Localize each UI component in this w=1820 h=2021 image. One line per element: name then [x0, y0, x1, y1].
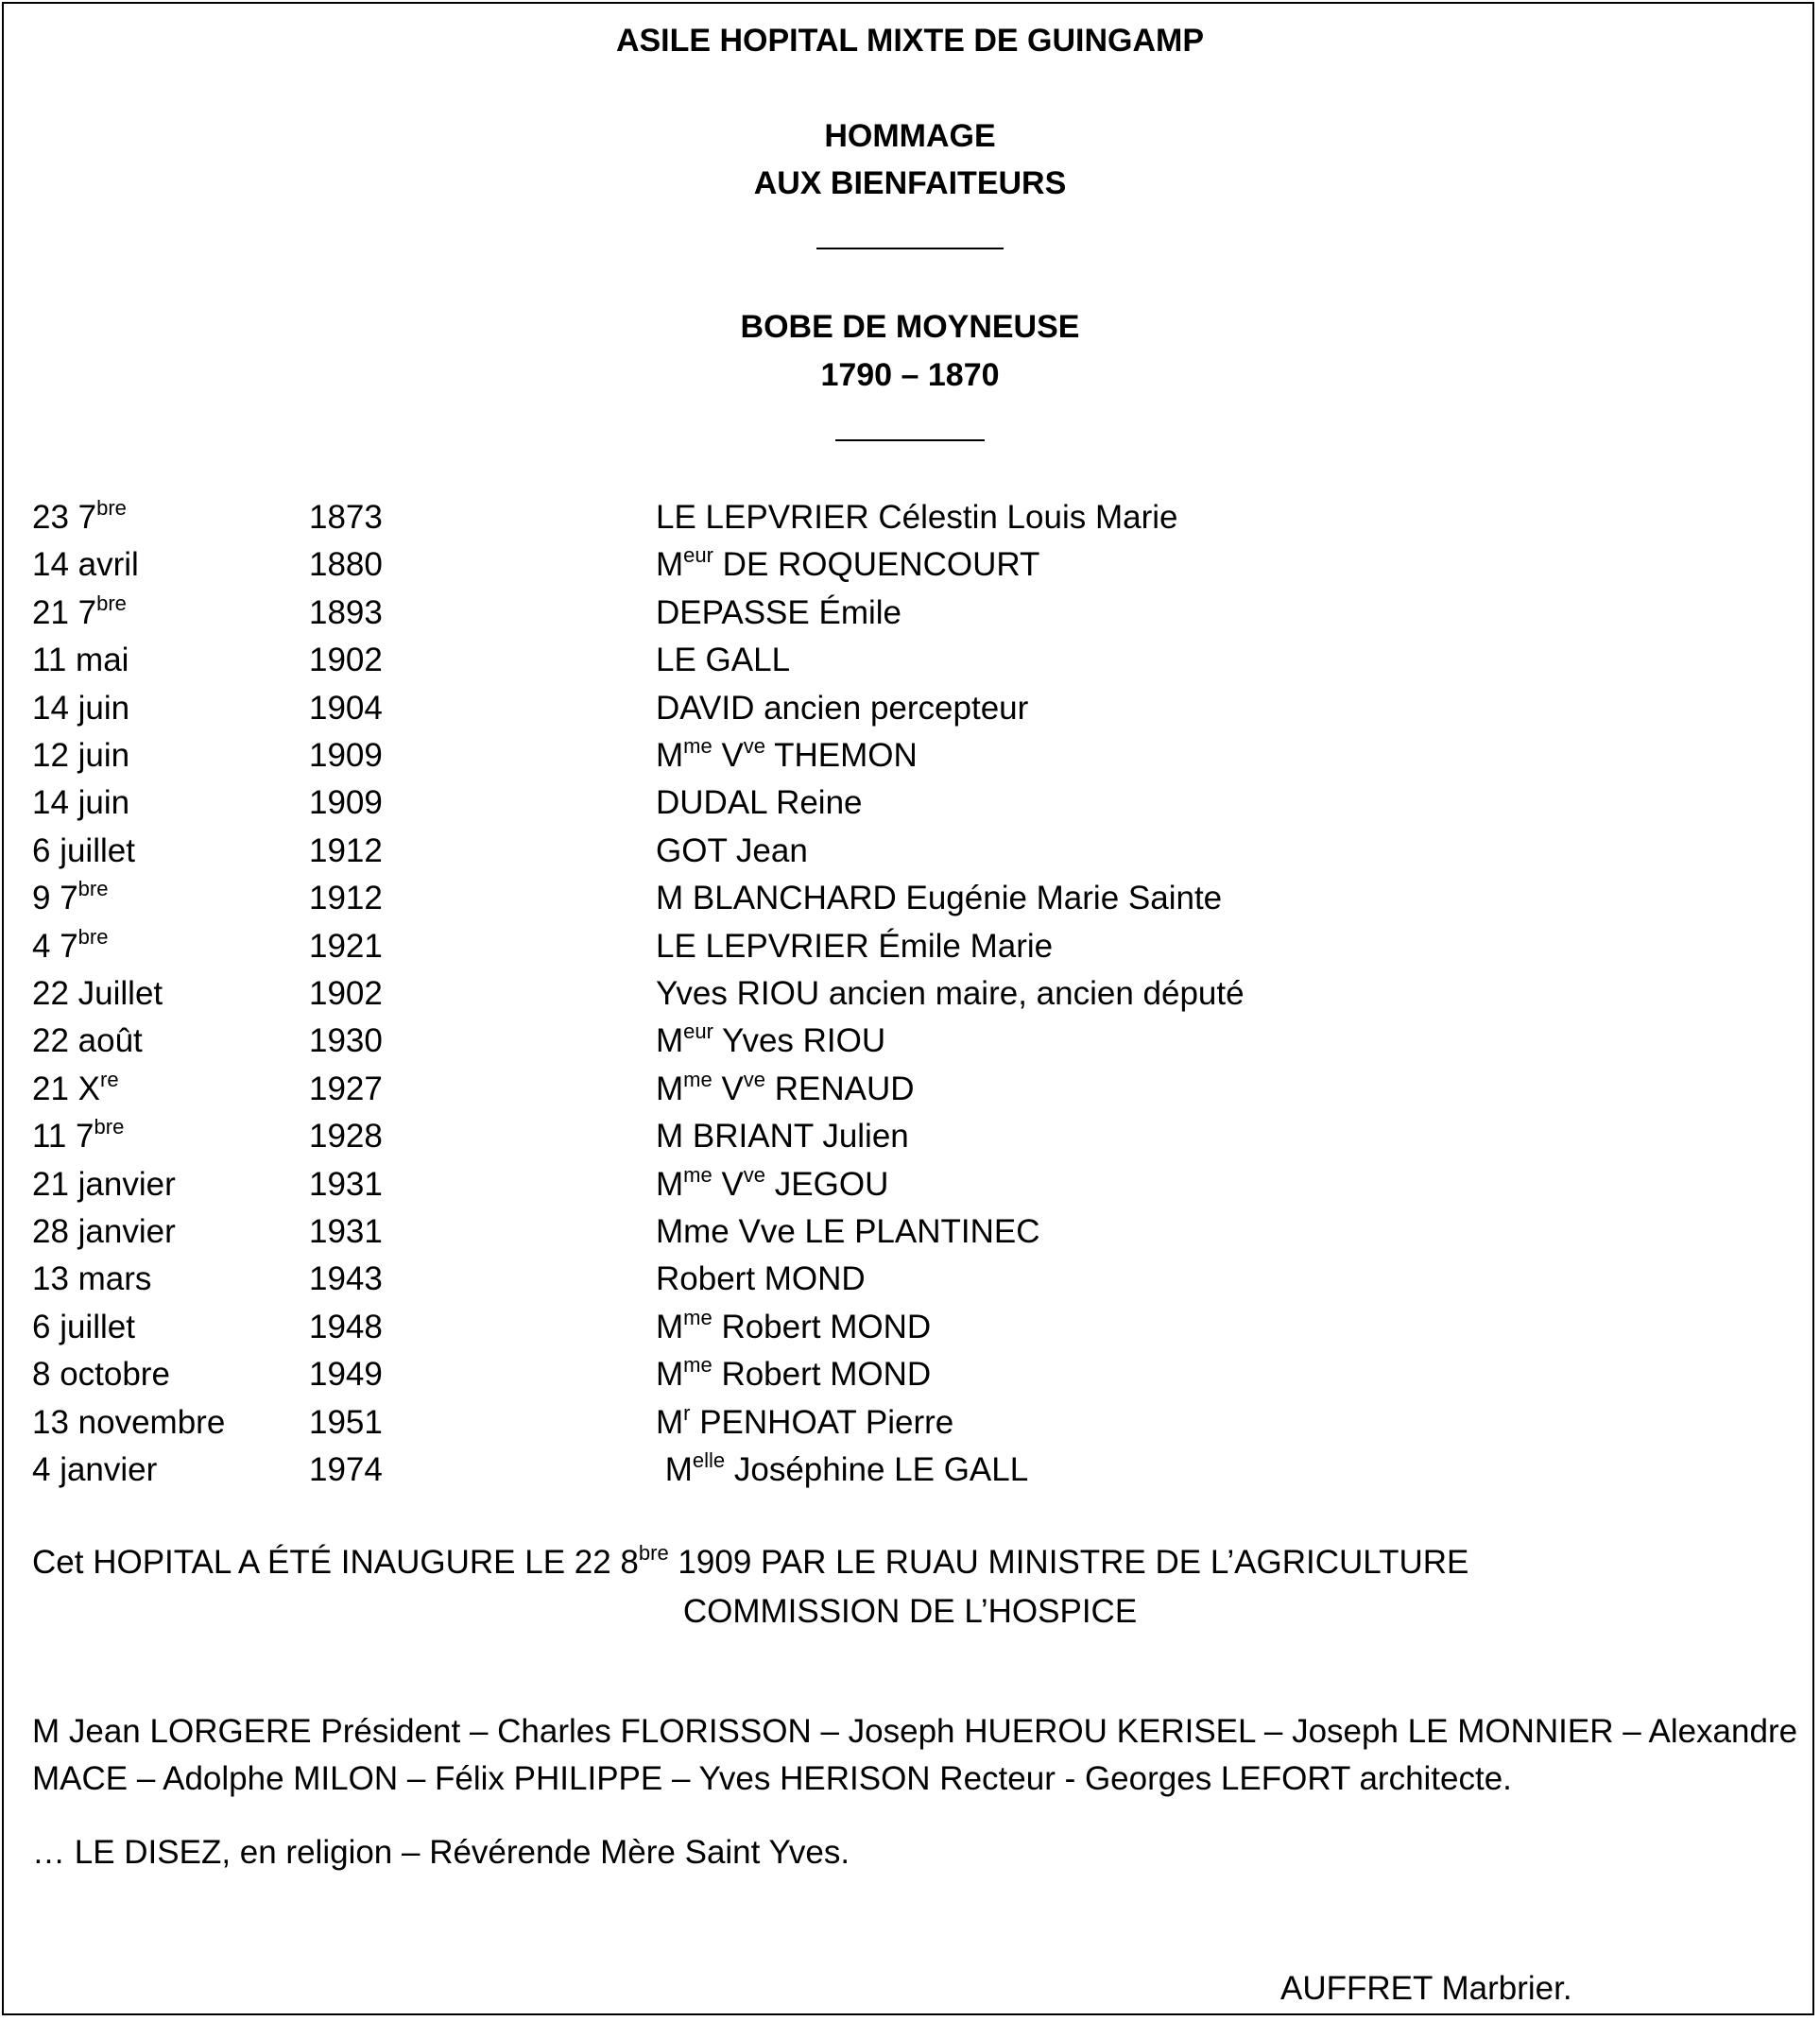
- benefactor-date: [32, 541, 139, 589]
- benefactor-row: [0, 494, 1820, 541]
- benefactor-date: [32, 685, 129, 732]
- ordinal-superscript: bre: [638, 1541, 669, 1565]
- benefactor-date: [32, 970, 163, 1018]
- date-text: 23 7: [32, 499, 97, 536]
- benefactor-year: 1904: [309, 690, 383, 727]
- benefactor-name: [656, 590, 901, 637]
- name-text: V: [712, 1166, 744, 1203]
- name-text: Joséphine LE GALL: [725, 1451, 1029, 1488]
- benefactor-year: 1930: [309, 1022, 383, 1059]
- name-text: M: [656, 737, 684, 774]
- title-superscript: me: [683, 1306, 713, 1329]
- benefactor-year: 1927: [309, 1070, 383, 1107]
- benefactor-name: [656, 970, 1245, 1018]
- founder-dates: 1790 – 1870: [820, 357, 1000, 393]
- benefactor-date: [32, 1113, 124, 1160]
- name-text: M: [656, 1022, 684, 1059]
- benefactor-year: 1902: [309, 642, 383, 678]
- benefactor-year: 1902: [309, 975, 383, 1012]
- benefactor-date: [32, 1351, 170, 1398]
- benefactor-year: 1943: [309, 1260, 383, 1297]
- title-superscript: elle: [692, 1448, 726, 1472]
- name-text: Robert MOND: [656, 1260, 866, 1297]
- benefactor-date: [32, 875, 108, 922]
- benefactor-row: [0, 1066, 1820, 1113]
- name-text: GOT Jean: [656, 832, 808, 869]
- date-text: 21 X: [32, 1070, 100, 1107]
- benefactor-date: [32, 1018, 143, 1065]
- benefactor-year: 1873: [309, 499, 383, 536]
- name-text: Yves RIOU ancien maire, ancien député: [656, 975, 1245, 1012]
- inauguration-line: [32, 1539, 1468, 1586]
- benefactor-year: 1909: [309, 737, 383, 774]
- name-text: M: [656, 1309, 684, 1345]
- title-superscript: me: [683, 1163, 713, 1187]
- name-text: M: [656, 1451, 693, 1488]
- date-text: 12 juin: [32, 737, 130, 774]
- institution-title: ASILE HOPITAL MIXTE DE GUINGAMP: [615, 23, 1205, 59]
- benefactor-row: [0, 1113, 1820, 1160]
- date-text: 28 janvier: [32, 1213, 176, 1250]
- name-text: Mme Vve LE PLANTINEC: [656, 1213, 1040, 1250]
- inauguration-text-start: Cet HOPITAL A ÉTÉ INAUGURE LE 22 8: [32, 1544, 639, 1581]
- benefactor-year: 1949: [309, 1356, 383, 1393]
- benefactor-name: [656, 779, 863, 827]
- divider-rule: [816, 248, 1004, 249]
- benefactor-row: [0, 779, 1820, 827]
- date-text: 22 Juillet: [32, 975, 163, 1012]
- benefactor-row: [0, 970, 1820, 1018]
- benefactor-name: [656, 1256, 866, 1303]
- religion-line: … LE DISEZ, en religion – Révérende Mère Saint Yves.: [32, 1834, 850, 1871]
- benefactor-row: [0, 1208, 1820, 1256]
- benefactor-year: 1893: [309, 594, 383, 631]
- title-superscript: me: [683, 734, 713, 758]
- name-text: DUDAL Reine: [656, 784, 863, 821]
- ordinal-superscript: bre: [77, 925, 109, 949]
- benefactor-date: [32, 1447, 157, 1494]
- benefactor-date: [32, 494, 127, 541]
- benefactor-row: [0, 923, 1820, 970]
- date-text: 9 7: [32, 880, 78, 916]
- date-text: 21 7: [32, 594, 97, 631]
- date-text: 8 octobre: [32, 1356, 170, 1393]
- date-text: 22 août: [32, 1022, 143, 1059]
- benefactor-year: 1951: [309, 1404, 383, 1441]
- date-text: 11 mai: [32, 642, 129, 678]
- name-text: M BRIANT Julien: [656, 1118, 909, 1155]
- date-text: 4 7: [32, 928, 78, 965]
- benefactor-year: 1931: [309, 1213, 383, 1250]
- name-text: JEGOU: [765, 1166, 889, 1203]
- founder-name: BOBE DE MOYNEUSE: [740, 309, 1080, 345]
- benefactor-year: 1912: [309, 880, 383, 916]
- benefactor-name: [656, 1113, 909, 1160]
- name-text: M: [656, 1356, 684, 1393]
- name-text: M: [656, 1070, 684, 1107]
- benefactor-row: [0, 732, 1820, 779]
- benefactor-year: 1928: [309, 1118, 383, 1155]
- name-text: THEMON: [765, 737, 918, 774]
- benefactor-year: 1909: [309, 784, 383, 821]
- name-text: Robert MOND: [712, 1356, 932, 1393]
- commission-members-line1: M Jean LORGERE Président – Charles FLORISSON – Joseph HUEROU KERISEL – Joseph LE MONNIER – Alexandre: [32, 1713, 1798, 1750]
- benefactor-year: 1974: [309, 1451, 383, 1488]
- title-superscript: eur: [683, 543, 713, 567]
- benefactor-year: 1948: [309, 1309, 383, 1345]
- benefactor-row: [0, 1304, 1820, 1351]
- name-text: Robert MOND: [712, 1309, 932, 1345]
- title-superscript: me: [683, 1068, 713, 1091]
- title-superscript: eur: [683, 1019, 713, 1043]
- benefactor-row: [0, 1399, 1820, 1447]
- ordinal-superscript: bre: [77, 877, 109, 900]
- inauguration-text-end: 1909 PAR LE RUAU MINISTRE DE L’AGRICULTURE: [668, 1544, 1469, 1581]
- benefactor-name: [656, 1208, 1040, 1256]
- name-text: LE LEPVRIER Célestin Louis Marie: [656, 499, 1178, 536]
- benefactor-name: [656, 637, 790, 684]
- name-text: RENAUD: [765, 1070, 915, 1107]
- date-text: 13 mars: [32, 1260, 152, 1297]
- benefactor-date: [32, 828, 135, 875]
- benefactor-name: [656, 828, 808, 875]
- date-text: 14 avril: [32, 546, 139, 583]
- benefactor-name: [656, 1399, 953, 1447]
- date-text: 14 juin: [32, 784, 130, 821]
- commission-members-line2: MACE – Adolphe MILON – Félix PHILIPPE – Yves HERISON Recteur - Georges LEFORT architecte.: [32, 1760, 1512, 1797]
- name-text: Yves RIOU: [713, 1022, 886, 1059]
- ordinal-superscript: re: [100, 1068, 119, 1091]
- benefactor-row: [0, 828, 1820, 875]
- benefactor-name: [656, 494, 1177, 541]
- commission-heading: COMMISSION DE L’HOSPICE: [682, 1593, 1138, 1630]
- title-superscript: r: [683, 1401, 691, 1425]
- name-text: DAVID ancien percepteur: [656, 690, 1029, 727]
- title-superscript: me: [683, 1353, 713, 1377]
- benefactor-row: [0, 1447, 1820, 1494]
- name-text: V: [712, 1070, 744, 1107]
- benefactor-row: [0, 1351, 1820, 1398]
- benefactor-name: [656, 923, 1053, 970]
- name-text: M: [656, 1166, 684, 1203]
- signature: AUFFRET Marbrier.: [1280, 1970, 1572, 2007]
- benefactor-date: [32, 1161, 176, 1208]
- benefactor-name: [656, 685, 1028, 732]
- name-text: M BLANCHARD Eugénie Marie Sainte: [656, 880, 1223, 916]
- benefactor-date: [32, 1256, 151, 1303]
- benefactor-row: [0, 541, 1820, 589]
- ordinal-superscript: bre: [96, 591, 127, 615]
- name-text: V: [712, 737, 744, 774]
- name-text: LE LEPVRIER Émile Marie: [656, 928, 1054, 965]
- name-text: DE ROQUENCOURT: [713, 546, 1040, 583]
- benefactor-date: [32, 1304, 135, 1351]
- title-superscript: ve: [743, 1068, 766, 1091]
- benefactor-row: [0, 685, 1820, 732]
- ordinal-superscript: bre: [94, 1115, 125, 1139]
- benefactor-date: [32, 1066, 119, 1113]
- benefactor-row: [0, 875, 1820, 922]
- benefactor-row: [0, 1256, 1820, 1303]
- benefactor-row: [0, 590, 1820, 637]
- date-text: 11 7: [32, 1118, 94, 1155]
- benefactor-name: [656, 1447, 1028, 1494]
- tribute-heading-line1: HOMMAGE: [824, 118, 996, 154]
- title-superscript: ve: [743, 1163, 766, 1187]
- date-text: 13 novembre: [32, 1404, 226, 1441]
- divider-rule: [835, 439, 985, 441]
- benefactor-date: [32, 923, 108, 970]
- benefactor-row: [0, 1018, 1820, 1065]
- benefactor-date: [32, 590, 127, 637]
- date-text: 4 janvier: [32, 1451, 158, 1488]
- benefactor-year: 1921: [309, 928, 383, 965]
- benefactor-row: [0, 637, 1820, 684]
- benefactor-name: [656, 541, 1039, 589]
- benefactor-name: [656, 1066, 915, 1113]
- benefactor-name: [656, 1161, 888, 1208]
- benefactor-date: [32, 1399, 225, 1447]
- benefactor-name: [656, 732, 918, 779]
- benefactor-date: [32, 779, 129, 827]
- benefactor-row: [0, 1161, 1820, 1208]
- benefactor-name: [656, 875, 1222, 922]
- benefactor-date: [32, 732, 129, 779]
- benefactor-date: [32, 637, 129, 684]
- name-text: PENHOAT Pierre: [690, 1404, 954, 1441]
- date-text: 14 juin: [32, 690, 130, 727]
- benefactor-year: 1880: [309, 546, 383, 583]
- benefactor-date: [32, 1208, 176, 1256]
- benefactor-year: 1912: [309, 832, 383, 869]
- ordinal-superscript: bre: [96, 496, 127, 520]
- name-text: LE GALL: [656, 642, 791, 678]
- tribute-heading-line2: AUX BIENFAITEURS: [753, 165, 1067, 201]
- name-text: DEPASSE Émile: [656, 594, 901, 631]
- benefactor-name: [656, 1304, 931, 1351]
- benefactor-year: 1931: [309, 1166, 383, 1203]
- benefactor-name: [656, 1351, 931, 1398]
- benefactor-name: [656, 1018, 885, 1065]
- name-text: M: [656, 546, 684, 583]
- name-text: M: [656, 1404, 684, 1441]
- date-text: 21 janvier: [32, 1166, 176, 1203]
- date-text: 6 juillet: [32, 832, 135, 869]
- date-text: 6 juillet: [32, 1309, 135, 1345]
- title-superscript: ve: [743, 734, 766, 758]
